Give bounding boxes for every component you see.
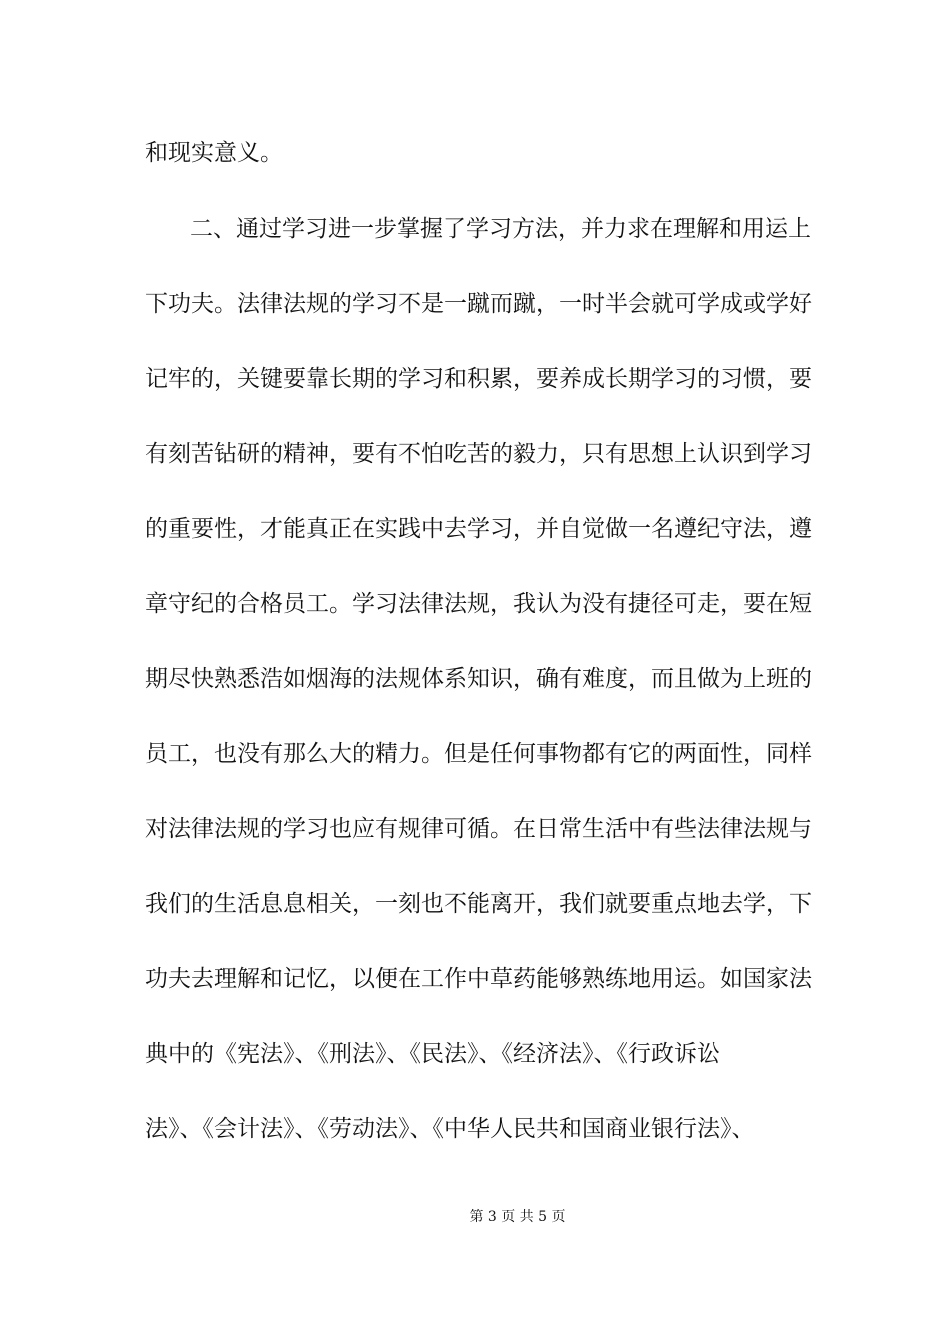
page-number-footer: 第 3 页 共 5 页: [469, 1209, 566, 1225]
paragraph-line: 下功夫。法律法规的学习不是一蹴而蹴，一时半会就可学成或学好: [145, 291, 812, 317]
paragraph-line: 法》、《会计法》、《劳动法》、《中华人民共和国商业银行法》、: [145, 1116, 755, 1142]
paragraph-line: 典中的《宪法》、《刑法》、《民法》、《经济法》、《行政诉讼: [145, 1041, 720, 1067]
paragraph-line: 我们的生活息息相关，一刻也不能离开，我们就要重点地去学，下: [145, 891, 812, 917]
paragraph-line: 员工，也没有那么大的精力。但是任何事物都有它的两面性，同样: [145, 741, 812, 767]
paragraph-line: 二、通过学习进一步掌握了学习方法，并力求在理解和用运上: [190, 216, 811, 242]
paragraph-line: 功夫去理解和记忆，以便在工作中草药能够熟练地用运。如国家法: [145, 966, 812, 992]
paragraph-line: 期尽快熟悉浩如烟海的法规体系知识，确有难度，而且做为上班的: [145, 666, 812, 692]
paragraph-line: 章守纪的合格员工。学习法律法规，我认为没有捷径可走，要在短: [145, 591, 812, 617]
paragraph-line: 记牢的，关键要靠长期的学习和积累，要养成长期学习的习惯，要: [145, 366, 812, 392]
paragraph-line: 和现实意义。: [145, 140, 283, 166]
paragraph-line: 对法律法规的学习也应有规律可循。在日常生活中有些法律法规与: [145, 816, 812, 842]
paragraph-line: 的重要性，才能真正在实践中去学习，并自觉做一名遵纪守法，遵: [145, 516, 812, 542]
paragraph-line: 有刻苦钻研的精神，要有不怕吃苦的毅力，只有思想上认识到学习: [145, 441, 812, 467]
